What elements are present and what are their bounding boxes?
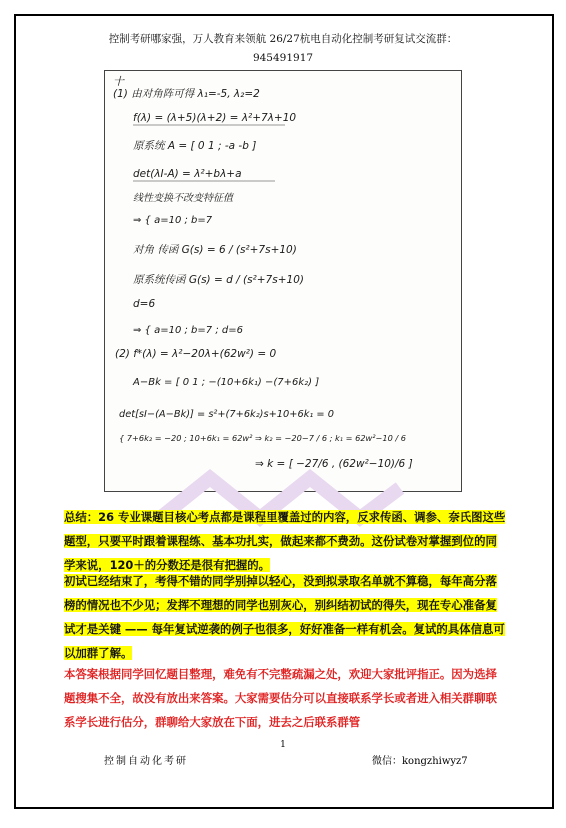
footer-wechat: 微信：kongzhiwyz7 xyxy=(372,756,468,767)
advice-text: 初试已经结束了，考得不错的同学别掉以轻心，没到拟录取名单就不算稳，每年高分落榜的情况也不少见；发挥不理想的同学也别灰心，别纠结初试的得失，现在专心准备复试才是关键 —— 每年复试逆袭的例子也很多，好好准备一样有机会。复试的具体信息可以加群了解。 xyxy=(64,574,505,660)
note-line: ⇒ { a=10 ; b=7 xyxy=(133,215,213,226)
note-line: det[sI−(A−Bk)] = s²+(7+6k₂)s+10+6k₁ = 0 xyxy=(119,409,334,420)
page-number: 1 xyxy=(280,740,286,750)
note-line: f(λ) = (λ+5)(λ+2) = λ²+7λ+10 xyxy=(133,112,297,124)
footer-left: 控制自动化考研 xyxy=(104,756,188,767)
note-line: det(λI-A) = λ²+bλ+a xyxy=(133,168,242,180)
note-line: (1) 由对角阵可得 λ₁=-5, λ₂=2 xyxy=(113,88,260,100)
note-line: (2) f*(λ) = λ²−20λ+(62w²) = 0 xyxy=(115,348,277,360)
summary-paragraph xyxy=(64,505,506,577)
note-line: { 7+6k₂ = −20 ; 10+6k₁ = 62w² ⇒ k₂ = −20−7 / 6 ; k₁ = 62w²−10 / 6 xyxy=(119,433,406,443)
disclaimer-text: 本答案根据同学回忆题目整理，难免有不完整疏漏之处，欢迎大家批评指正。因为选择题搜集不全，故没有放出来答案。大家需要估分可以直接联系学长或者进入相关群聊联系学长进行估分，群聊给大家放在下面，进去之后联系群管 xyxy=(64,667,497,729)
header-line-1: 控制考研哪家强，万人教育来领航 26/27杭电自动化控制考研复试交流群： xyxy=(108,33,458,45)
note-line: 对角 传函 G(s) = 6 / (s²+7s+10) xyxy=(133,244,297,256)
advice-paragraph xyxy=(64,569,506,665)
note-line: A−Bk = [ 0 1 ; −(10+6k₁) −(7+6k₂) ] xyxy=(133,377,320,388)
note-line: ⇒ k = [ −27/6 , (62w²−10)/6 ] xyxy=(255,458,413,470)
header-line-2: 945491917 xyxy=(252,52,314,64)
note-line: 十 xyxy=(113,75,124,88)
note-line: 原系统 A = [ 0 1 ; -a -b ] xyxy=(133,140,257,152)
disclaimer-paragraph xyxy=(64,662,506,734)
note-line: ⇒ { a=10 ; b=7 ; d=6 xyxy=(133,325,243,336)
summary-text: 总结：26 专业课题目核心考点都是课程里覆盖过的内容，反求传函、调参、奈氏图这些题型，只要平时跟着课程练、基本功扎实，做起来都不费劲。这份试卷对掌握到位的同学来说，120＋的分数还是很有把握的。 xyxy=(64,510,506,572)
note-line: 线性变换不改变特征值 xyxy=(133,193,233,204)
handwritten-solution-image xyxy=(104,70,462,492)
note-line: d=6 xyxy=(133,298,156,310)
handwritten-notes-svg xyxy=(105,71,461,491)
note-line: 原系统传函 G(s) = d / (s²+7s+10) xyxy=(133,274,304,286)
